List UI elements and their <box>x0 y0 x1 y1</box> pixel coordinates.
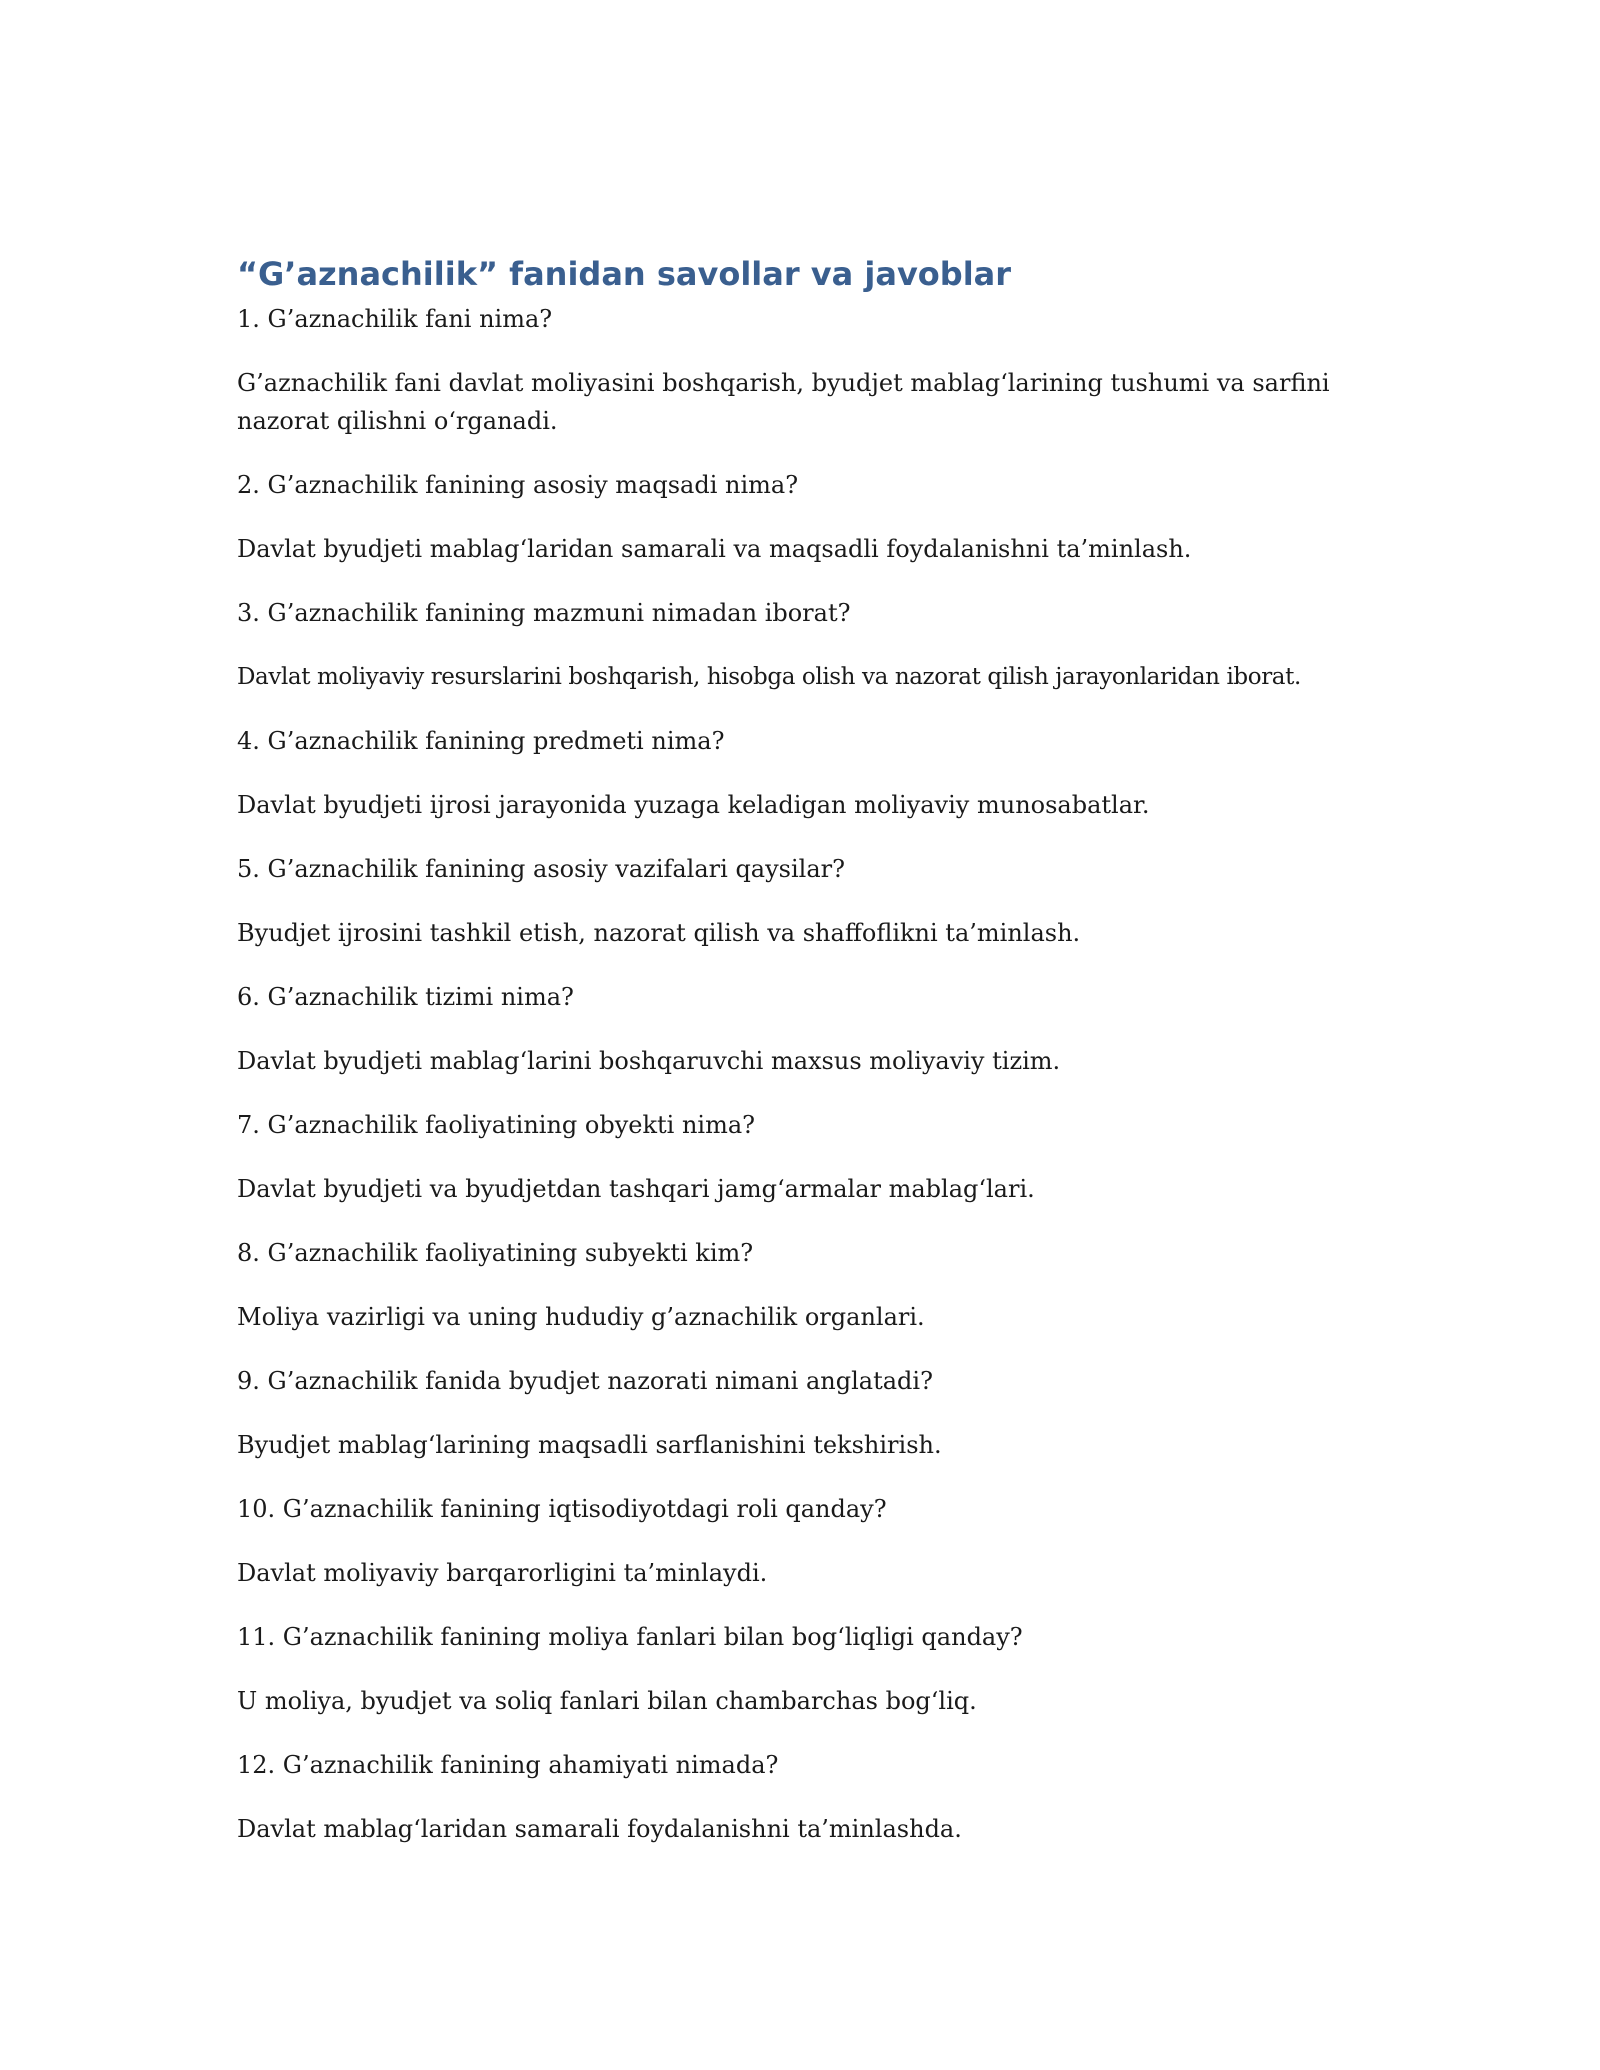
question-3: 3. G’aznachilik fanining mazmuni nimadan iborat? <box>237 599 851 627</box>
question-4: 4. G’aznachilik fanining predmeti nima? <box>237 727 725 755</box>
qa-item-4 <box>237 722 1397 824</box>
answer-5: Byudjet ijrosini tashkil etish, nazorat qilish va shaffoflikni ta’minlash. <box>237 919 1081 947</box>
document-title: “G’aznachilik” fanidan savollar va javoblar <box>237 255 1012 293</box>
question-7: 7. G’aznachilik faoliyatining obyekti nima? <box>237 1111 756 1139</box>
answer-6: Davlat byudjeti mablag‘larini boshqaruvchi maxsus moliyaviy tizim. <box>237 1047 1061 1075</box>
qa-item-8 <box>237 1234 1397 1336</box>
answer-8: Moliya vazirligi va uning hududiy g’aznachilik organlari. <box>237 1303 925 1331</box>
answer-12: Davlat mablag‘laridan samarali foydalanishni ta’minlashda. <box>237 1815 962 1843</box>
qa-item-1 <box>237 300 1397 440</box>
qa-item-12 <box>237 1746 1397 1848</box>
qa-item-10 <box>237 1490 1397 1592</box>
question-6: 6. G’aznachilik tizimi nima? <box>237 983 574 1011</box>
qa-item-5 <box>237 850 1397 952</box>
question-12: 12. G’aznachilik fanining ahamiyati nimada? <box>237 1751 779 1779</box>
question-8: 8. G’aznachilik faoliyatining subyekti kim? <box>237 1239 754 1267</box>
question-10: 10. G’aznachilik fanining iqtisodiyotdagi roli qanday? <box>237 1495 887 1523</box>
qa-item-11 <box>237 1618 1397 1720</box>
question-5: 5. G’aznachilik fanining asosiy vazifalari qaysilar? <box>237 855 845 883</box>
answer-1: G’aznachilik fani davlat moliyasini boshqarish, byudjet mablag‘larining tushumi va sarfini nazorat qilishni o‘rganadi. <box>237 369 1330 435</box>
qa-item-7 <box>237 1106 1397 1208</box>
qa-item-9 <box>237 1362 1397 1464</box>
question-11: 11. G’aznachilik fanining moliya fanlari bilan bog‘liqligi qanday? <box>237 1623 1023 1651</box>
question-2: 2. G’aznachilik fanining asosiy maqsadi nima? <box>237 471 799 499</box>
answer-2: Davlat byudjeti mablag‘laridan samarali va maqsadli foydalanishni ta’minlash. <box>237 535 1192 563</box>
qa-item-6 <box>237 978 1397 1080</box>
answer-7: Davlat byudjeti va byudjetdan tashqari jamg‘armalar mablag‘lari. <box>237 1175 1035 1203</box>
question-9: 9. G’aznachilik fanida byudjet nazorati nimani anglatadi? <box>237 1367 933 1395</box>
question-1: 1. G’aznachilik fani nima? <box>237 305 553 333</box>
document-body <box>237 252 1397 1874</box>
qa-item-3 <box>237 594 1397 696</box>
answer-4: Davlat byudjeti ijrosi jarayonida yuzaga keladigan moliyaviy munosabatlar. <box>237 791 1150 819</box>
qa-item-2 <box>237 466 1397 568</box>
answer-9: Byudjet mablag‘larining maqsadli sarflanishini tekshirish. <box>237 1431 942 1459</box>
answer-10: Davlat moliyaviy barqarorligini ta’minlaydi. <box>237 1559 768 1587</box>
answer-11: U moliya, byudjet va soliq fanlari bilan chambarchas bog‘liq. <box>237 1687 977 1715</box>
answer-3: Davlat moliyaviy resurslarini boshqarish, hisobga olish va nazorat qilish jarayonlaridan iborat. <box>237 664 1301 690</box>
